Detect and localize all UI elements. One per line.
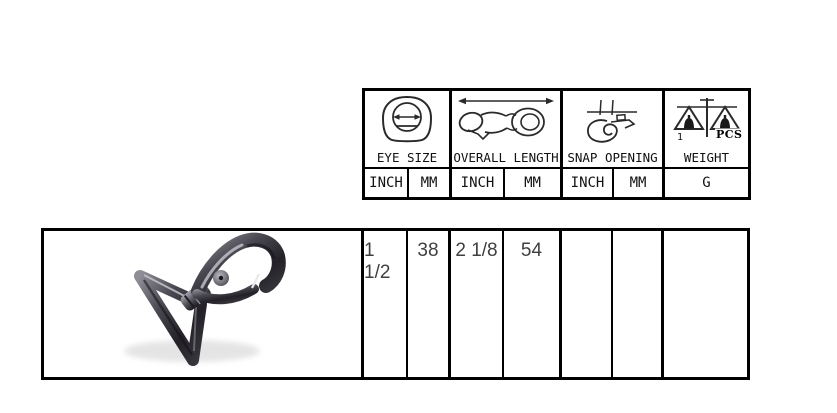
header-label-weight: WEIGHT [683,150,730,165]
header-group-eye-size [365,91,452,167]
value-cell-overall-length-mm: 54 [504,231,562,377]
spec-header-table [362,88,751,200]
header-label-eye-size: EYE SIZE [376,150,438,165]
value-cell-overall-length-inch: 2 1/8 [451,231,504,377]
snap-opening-icon [563,91,662,151]
header-label-snap-opening: SNAP OPENING [567,150,658,165]
unit-cell-snap-opening-mm: MM [614,169,665,197]
value-cell-weight-g [664,231,747,377]
header-group-overall-length [452,91,563,167]
value-cell-snap-opening-mm [613,231,664,377]
header-group-snap-opening [563,91,665,167]
header-unit-row [365,167,748,197]
header-icon-row [365,91,748,167]
product-photo-swivel-snap-hook [44,231,361,377]
header-label-overall-length: OVERALL LENGTH [453,150,559,165]
weight-icon-left-pan-label: 1 [676,132,683,143]
unit-cell-snap-opening-inch: INCH [563,169,614,197]
header-group-weight [665,91,748,167]
value-cell-snap-opening-inch [562,231,613,377]
value-cell-eye-size-mm: 38 [408,231,451,377]
unit-cell-eye-size-mm: MM [409,169,452,197]
unit-cell-overall-length-mm: MM [505,169,563,197]
spec-data-table [41,228,750,380]
weight-icon-right-pan-label: PCS [715,128,742,141]
weight-scale-icon [665,91,748,151]
eye-size-icon [365,91,449,151]
unit-cell-weight-g: G [702,175,711,191]
value-cell-eye-size-inch: 1 1/2 [364,231,408,377]
overall-length-icon [452,91,560,151]
unit-cell-overall-length-inch: INCH [452,169,505,197]
product-photo-cell [44,231,364,377]
unit-cell-eye-size-inch: INCH [365,169,409,197]
